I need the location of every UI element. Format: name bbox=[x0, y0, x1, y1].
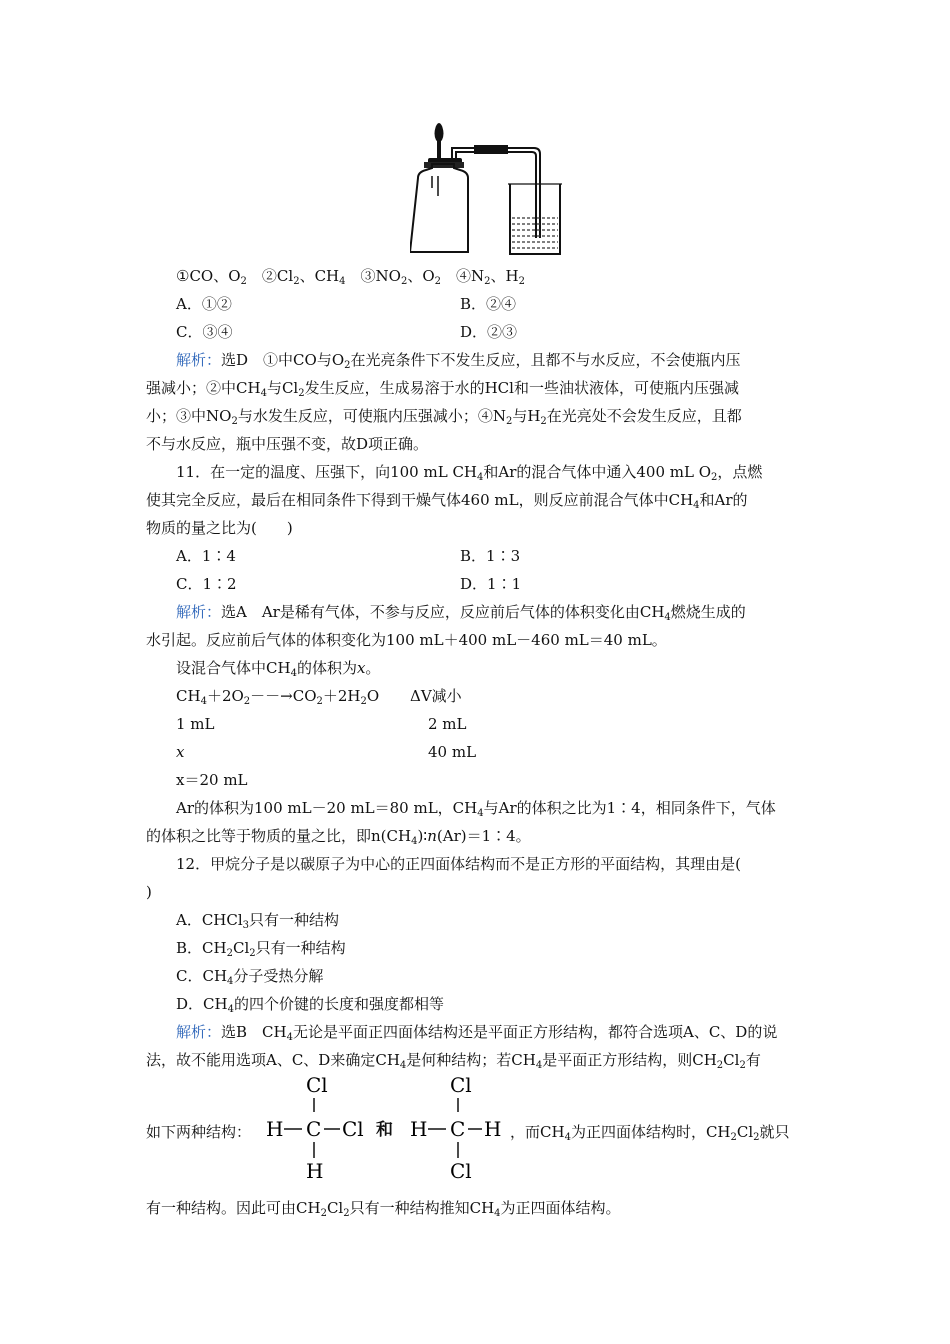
q11-option-c: C．1∶2 bbox=[176, 575, 237, 593]
q11-row2-left: x bbox=[176, 743, 185, 761]
q12-option-d: D．$CH_4$的四个价键的长度和强度都相等 bbox=[176, 995, 444, 1015]
q11-delta-v: ΔV减小 bbox=[410, 687, 462, 705]
q12-analysis-last: 有一种结构。因此可由$CH_2Cl_2$只有一种结构推知$CH_4$为正四面体结构。 bbox=[146, 1199, 621, 1219]
q11-equation: $CH_4+2O_2--\to CO_2+2H_2O$ bbox=[176, 687, 380, 707]
q10-analysis-line-4: 不与水反应，瓶中压强不变，故D项正确。 bbox=[146, 435, 429, 453]
q10-analysis-line-1: 解析：选D ①中CO与$O_2$在光亮条件下不发生反应，且都不与水反应，不会使瓶内压 bbox=[176, 351, 741, 371]
q10-items: ①CO、$O_2$ $②Cl_2$、$CH_4$ $③NO_2$、$O_2$ $④N_2$、$H_2$ bbox=[176, 267, 525, 287]
q10-option-b: B．②④ bbox=[460, 295, 517, 313]
q12-analysis-line-1: 解析：选B $CH_4$无论是平面正四面体结构还是平面正方形结构，都符合选项A、C、D的说 bbox=[176, 1023, 778, 1043]
q11-analysis-line-1: 解析：选A Ar是稀有气体，不参与反应，反应前后气体的体积变化由$CH_4$燃烧生成的 bbox=[176, 603, 746, 623]
q12-stem-line-1: 12．甲烷分子是以碳原子为中心的正四面体结构而不是正方形的平面结构，其理由是( bbox=[176, 855, 741, 873]
atom-cl-top: Cl bbox=[450, 1073, 472, 1097]
q10-option-d: D．②③ bbox=[460, 323, 518, 341]
q12-stem-line-2: ) bbox=[146, 883, 152, 901]
q10-analysis-line-3: 小；③中$NO_2$与水发生反应，可使瓶内压强减小；$④N_2$与$H_2$在光亮处不会发生反应，且都 bbox=[146, 407, 742, 427]
and-connector: 和 bbox=[376, 1120, 393, 1140]
dichloromethane-structure-2 bbox=[406, 1072, 516, 1182]
atom-c: C bbox=[450, 1117, 466, 1141]
q12-option-c: C．$CH_4$分子受热分解 bbox=[176, 967, 324, 987]
q12-analysis-line-2: 法，故不能用选项A、C、D来确定$CH_4$是何种结构；若$CH_4$是平面正方形结构，则$CH_2Cl_2$有 bbox=[146, 1051, 761, 1071]
q11-stem-line-2: 使其完全反应，最后在相同条件下得到干燥气体460 mL，则反应前混合气体中$CH_4$和Ar的 bbox=[146, 491, 748, 511]
dichloromethane-structure-1 bbox=[262, 1072, 372, 1182]
q10-option-a: A．①② bbox=[176, 295, 232, 313]
gas-apparatus-figure bbox=[410, 118, 570, 258]
q11-result: x＝20 mL bbox=[176, 771, 248, 789]
q11-analysis-line-4: Ar的体积为100 mL－20 mL＝80 mL，$CH_4$与Ar的体积之比为1∶4，相同条件下，气体 bbox=[176, 799, 776, 819]
q10-option-c: C．③④ bbox=[176, 323, 233, 341]
q11-stem-line-3: 物质的量之比为( ) bbox=[146, 519, 293, 537]
q11-row1-left: 1 mL bbox=[176, 715, 215, 733]
q11-analysis-line-2: 水引起。反应前后气体的体积变化为100 mL＋400 mL－460 mL＝40 mL。 bbox=[146, 631, 667, 649]
q12-structures-lead: 如下两种结构： bbox=[146, 1123, 252, 1141]
q10-analysis-line-2: 强减小；②中$CH_4$与$Cl_2$发生反应，生成易溶于水的HCl和一些油状液体，可使瓶内压强减 bbox=[146, 379, 739, 399]
atom-h-left: H bbox=[410, 1117, 428, 1141]
q11-option-a: A．1∶4 bbox=[176, 547, 236, 565]
atom-h-bottom: H bbox=[306, 1159, 324, 1182]
atom-h-left: H bbox=[266, 1117, 284, 1141]
atom-cl-right: Cl bbox=[342, 1117, 364, 1141]
atom-cl-bottom: Cl bbox=[450, 1159, 472, 1182]
q11-analysis-line-3: 设混合气体中$CH_4$的体积为x。 bbox=[176, 659, 381, 679]
atom-cl-top: Cl bbox=[306, 1073, 328, 1097]
q12-structures-trail: ，而$CH_4$为正四面体结构时，$CH_2Cl_2$就只 bbox=[510, 1123, 790, 1143]
q11-row2-right: 40 mL bbox=[428, 743, 477, 761]
q11-row1-right: 2 mL bbox=[428, 715, 467, 733]
q11-stem-line-1: 11．在一定的温度、压强下，向100 mL $CH_4$和Ar的混合气体中通入400 mL $O_2$，点燃 bbox=[176, 463, 763, 483]
q12-option-b: B．$CH_2Cl_2$只有一种结构 bbox=[176, 939, 346, 959]
q11-analysis-line-5: 的体积之比等于物质的量之比，即$n(CH_4)∶n(Ar)=1∶4$。 bbox=[146, 827, 531, 847]
q11-option-b: B．1∶3 bbox=[460, 547, 521, 565]
q11-option-d: D．1∶1 bbox=[460, 575, 522, 593]
atom-h-right: H bbox=[484, 1117, 502, 1141]
q12-option-a: A．CHCl$_3$只有一种结构 bbox=[176, 911, 340, 931]
atom-c: C bbox=[306, 1117, 322, 1141]
